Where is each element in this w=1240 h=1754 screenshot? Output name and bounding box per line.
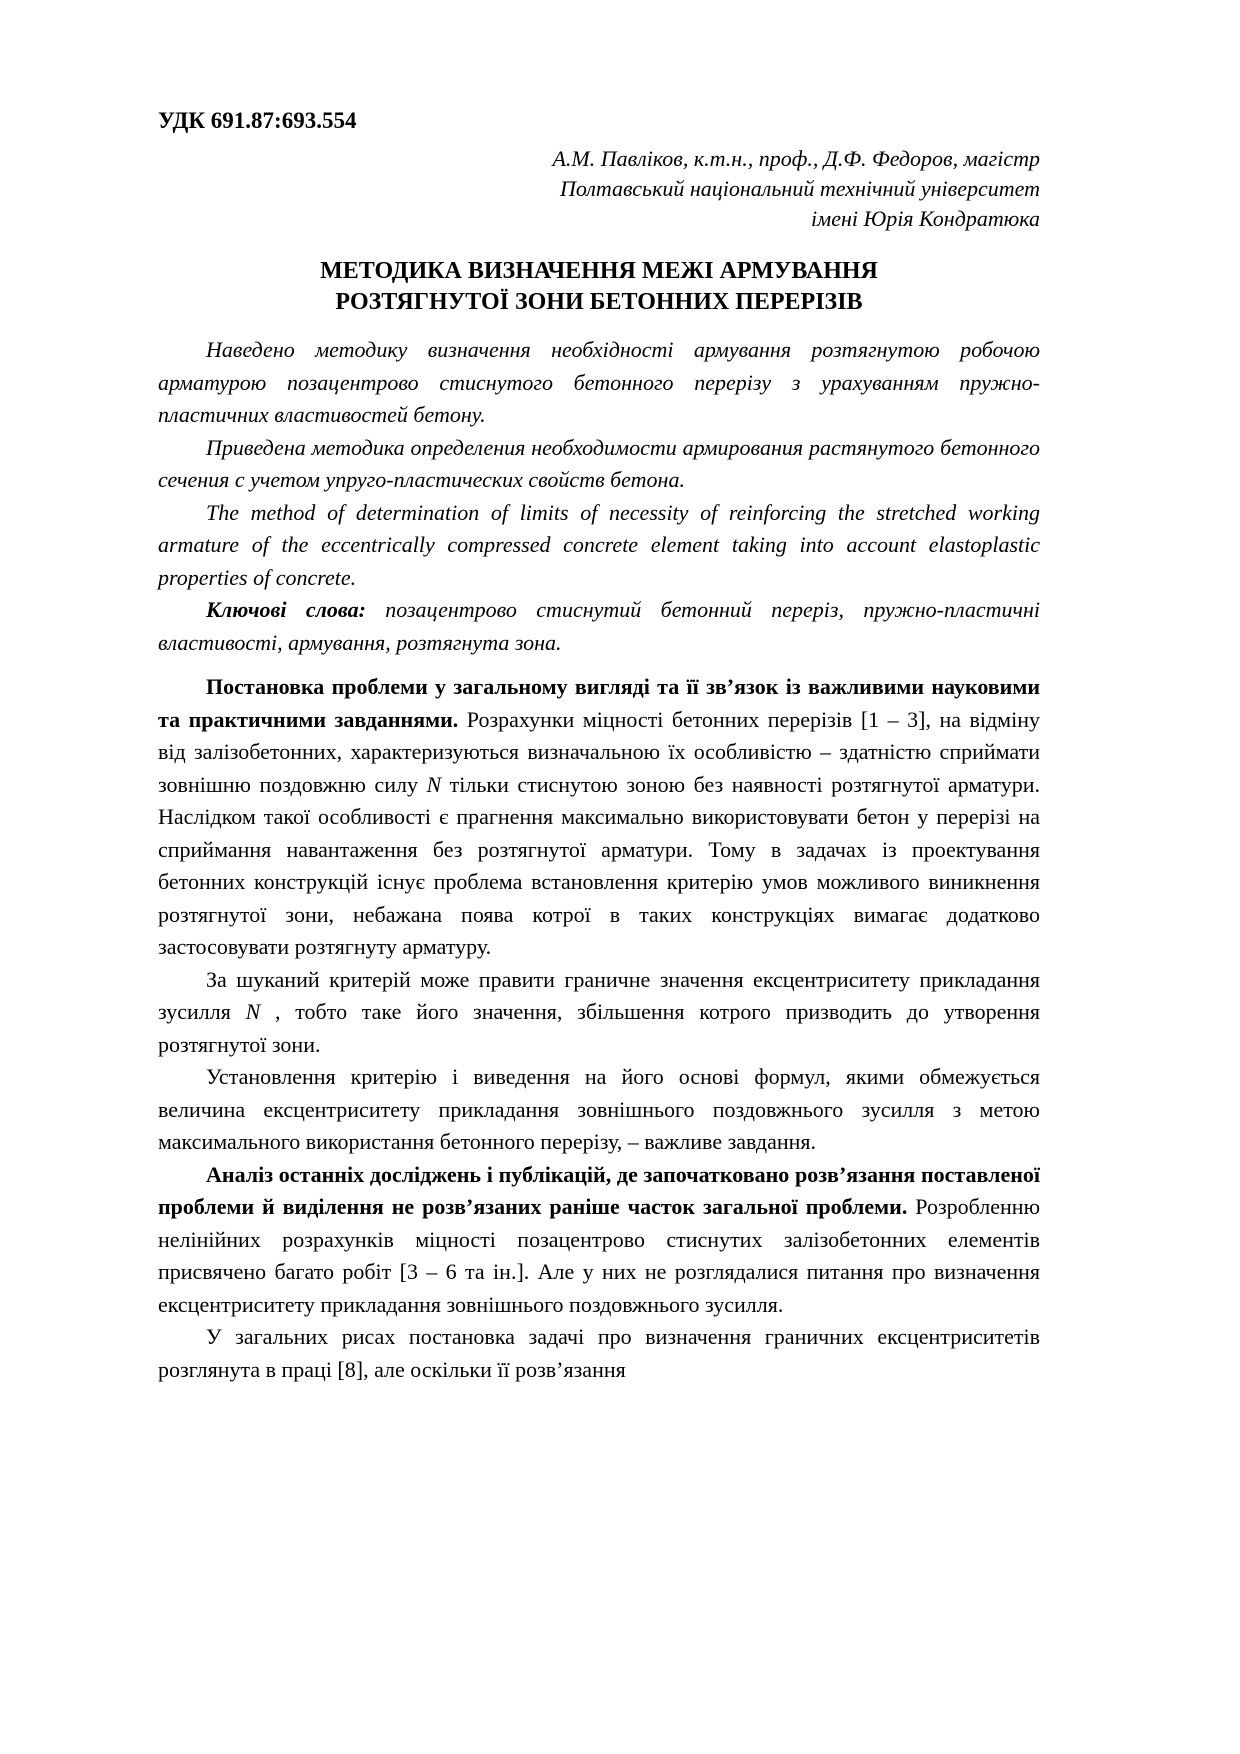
authors-line: А.М. Павліков, к.т.н., проф., Д.Ф. Федоров, магістр [552,146,1040,171]
text-run: Ключові слова: [206,597,386,622]
article-title [158,256,1040,318]
document-body [158,334,1040,1386]
paragraph [158,1159,1040,1322]
paragraph [158,594,1040,659]
text-run: Приведена методика определения необходимости армирования растянутого бетонного сечения с учетом упруго-пластических свойств бетона. [158,434,1040,492]
paragraph [158,1061,1040,1159]
article-title-line: РОЗТЯГНУТОЇ ЗОНИ БЕТОННИХ ПЕРЕРІЗІВ [335,289,863,315]
text-run: Розрахунки міцності бетонних перерізів [1 – 3], на відміну від залізобетонних, характеризуються визначальною їх особливістю – здатністю сприймати зовнішню поздовжню силу [158,706,1040,797]
paragraph [158,334,1040,432]
text-run: , тобто таке його значення, збільшення котрого призводить до утворення розтягнутої зони. [158,999,1041,1057]
affiliation-line: імені Юрія Кондратюка [811,206,1040,231]
text-run: N [426,771,442,797]
text-run: позацентрово стиснутий бетонний переріз, пружно-пластичні властивості, армування, розтягнута зона. [158,597,1041,655]
paragraph [158,432,1040,497]
text-run: Аналіз останніх досліджень і публікацій, де започатковано розв’язання поставленої проблеми й виділення не розв’язаних раніше часток загальної проблеми. [158,1161,1040,1219]
udc-code: УДК 691.87:693.554 [158,108,357,133]
text-run: N [245,999,261,1024]
paragraph [158,671,1040,964]
text-run: The method of determination of limits of necessity of reinforcing the stretched working armature of the eccentrically compressed concrete element taking into account elastoplastic properties of concrete. [158,499,1040,590]
text-run: Постановка проблеми у загальному вигляді та її зв’язок із важливими науковими та практичними завданнями. [158,674,1040,732]
affiliation-line: Полтавський національний технічний університет [559,176,1040,201]
text-run: Наведено методику визначення необхідності армування розтягнутою робочою арматурою позацентрово стиснутого бетонного перерізу з урахуванням пружно-пластичних властивостей бетону. [158,337,1040,427]
authors-block [158,144,1040,234]
text-run: Розробленню нелінійних розрахунків міцності позацентрово стиснутих залізобетонних елементів присвячено багато робіт [3 – 6 та ін.]. Але у них не розглядалися питання про визначення ексцентриситету прикладання зовнішнього поздовжнього зусилля. [158,1194,1040,1317]
text-run: За шуканий критерій може правити граничне значення ексцентриситету прикладання зусилля [158,966,1040,1024]
paragraph [158,964,1040,1062]
text-run: тільки стиснутою зоною без наявності розтягнутої арматури. Наслідком такої особливості є прагнення максимально використовувати бетон у перерізі на сприймання навантаження без розтягнутої арматури. Тому в задачах із проектування бетонних конструкцій існує проблема встановлення критерію умов можливого виникнення розтягнутої зони, небажана поява котрої в таких конструкціях вимагає додатково застосовувати розтягнуту арматуру. [158,771,1040,959]
text-run: Установлення критерію і виведення на його основі формул, якими обмежується величина ексцентриситету прикладання зовнішнього поздовжнього зусилля з метою максимального використання бетонного перерізу, – важливе завдання. [158,1064,1040,1154]
article-title-line: МЕТОДИКА ВИЗНАЧЕННЯ МЕЖІ АРМУВАННЯ [320,258,878,284]
paragraph [158,497,1040,595]
text-run: У загальних рисах постановка задачі про визначення граничних ексцентриситетів розглянута в праці [8], але оскільки її розв’язання [158,1324,1040,1382]
paragraph [158,1321,1040,1386]
